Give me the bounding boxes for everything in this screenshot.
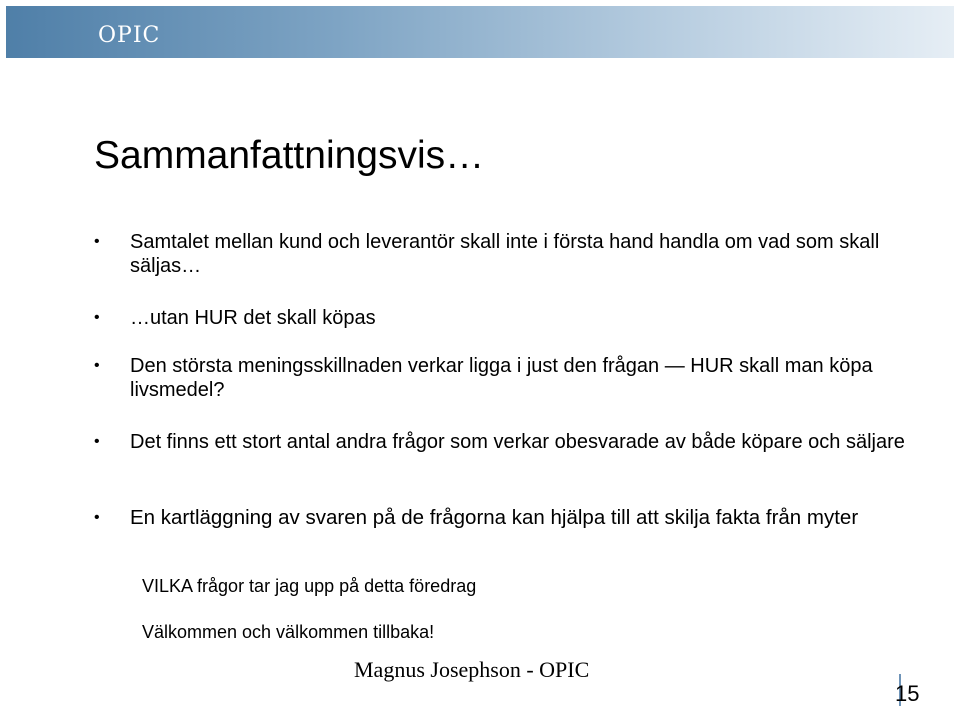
bullet-dot-icon: •: [94, 509, 100, 526]
bullet-dot-icon: •: [94, 233, 100, 250]
bullet-text: Det finns ett stort antal andra frågor som verkar obesvarade av både köpare och säljare: [130, 431, 905, 453]
bullet-text: Samtalet mellan kund och leverantör skall inte i första hand handla om vad som skall säljas…: [130, 231, 880, 277]
bullet-dot-icon: •: [94, 433, 100, 450]
bullet-text: Den största meningsskillnaden verkar ligga i just den frågan — HUR skall man köpa livsmedel?: [130, 355, 873, 401]
bullet-dot-icon: •: [94, 309, 100, 326]
bullet-text: …utan HUR det skall köpas: [130, 307, 376, 329]
header-bar: [6, 6, 954, 58]
bullet-dot-icon: •: [94, 357, 100, 374]
plain-line: Välkommen och välkommen tillbaka!: [142, 622, 435, 642]
footer-author: Magnus Josephson - OPIC: [354, 657, 590, 682]
slide-title: Sammanfattningsvis…: [94, 134, 485, 177]
plain-line: VILKA frågor tar jag upp på detta föredrag: [142, 576, 477, 596]
opic-logo: OPIC: [98, 23, 161, 48]
page-number: 15: [895, 681, 920, 706]
bullet-text: En kartläggning av svaren på de frågorna kan hjälpa till att skilja fakta från myter: [130, 506, 859, 529]
